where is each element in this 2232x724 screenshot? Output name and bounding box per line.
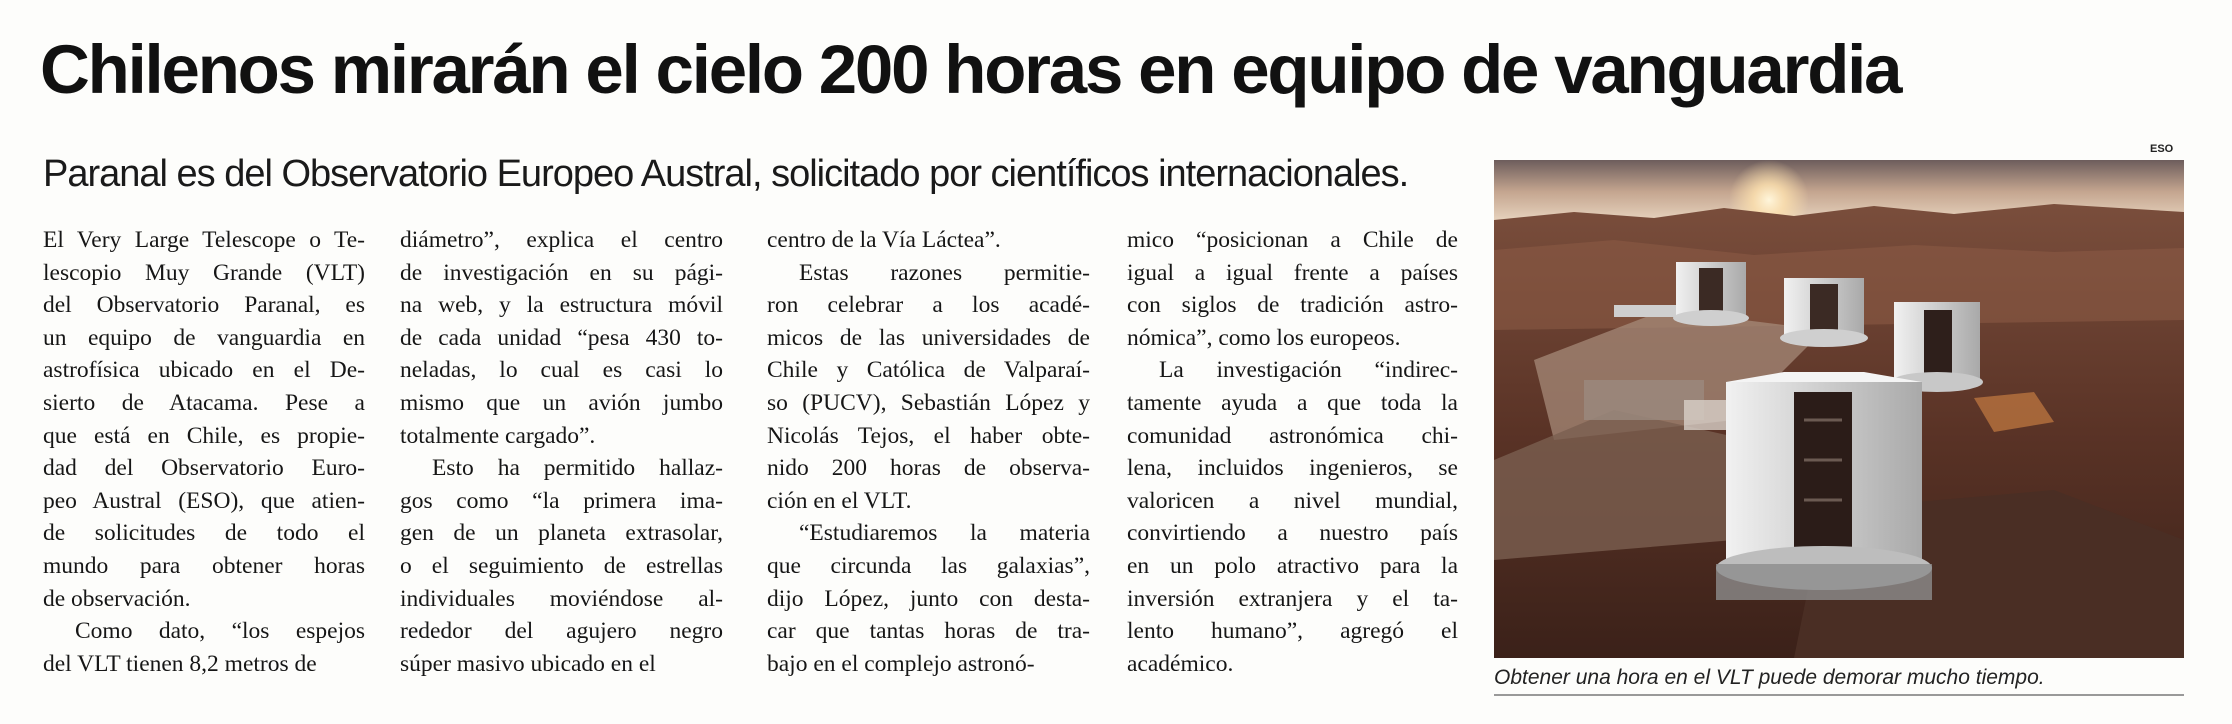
text-line: de solicitudes de todo el (43, 520, 365, 547)
text-line: Como dato, “los espejos (75, 618, 365, 645)
text-line: El Very Large Telescope o Te- (43, 227, 365, 253)
text-line: Nicolás Tejos, el haber obte- (767, 422, 1090, 449)
text-line: lena, incluidos ingenieros, se (1127, 455, 1458, 482)
text-line: valoricen a nivel mundial, (1127, 487, 1458, 514)
text-line: La investigación “indirec- (1159, 357, 1458, 384)
paragraph (43, 224, 365, 615)
text-line: mismo que un avión jumbo (400, 389, 723, 416)
paragraph (767, 517, 1090, 680)
paragraph (400, 224, 723, 452)
text-line: mundo para obtener horas (43, 552, 365, 579)
photo-credit: ESO (2150, 143, 2174, 155)
text-line: so (PUCV), Sebastián López y (767, 389, 1090, 416)
text-line: mico “posicionan a Chile de (1127, 227, 1458, 253)
text-line: rededor del agujero negro (400, 618, 723, 645)
paragraph (1127, 224, 1458, 354)
headline: Chilenos mirarán el cielo 200 horas en equipo de vanguardia (40, 31, 1901, 108)
text-line: tamente ayuda a que toda la (1127, 389, 1458, 416)
article-photo (1494, 160, 2184, 658)
text-column-4 (1127, 224, 1458, 714)
paragraph (43, 615, 365, 680)
text-line: del VLT tienen 8,2 metros de (43, 650, 317, 677)
text-line: nido 200 horas de observa- (767, 455, 1090, 482)
text-line: astrofísica ubicado en el De- (43, 357, 365, 384)
text-line: de investigación en su pági- (400, 259, 723, 286)
text-column-2 (400, 224, 723, 714)
text-line: neladas, lo cual es casi lo (400, 357, 723, 384)
text-line: que circunda las galaxias”, (767, 552, 1090, 579)
text-line: del Observatorio Paranal, es (43, 292, 365, 319)
text-line: micos de las universidades de (767, 324, 1090, 351)
subheadline: Paranal es del Observatorio Europeo Austral, solicitado por científicos internacionales. (43, 153, 1409, 195)
text-line: académico. (1127, 650, 1234, 677)
text-line: na web, y la estructura móvil (400, 292, 723, 319)
text-line: nómica”, como los europeos. (1127, 324, 1401, 351)
text-line: “Estudiaremos la materia (799, 520, 1090, 547)
text-line: bajo en el complejo astronó- (767, 650, 1035, 677)
text-line: peo Austral (ESO), que atien- (43, 487, 365, 514)
text-line: lescopio Muy Grande (VLT) (43, 259, 365, 286)
text-line: diámetro”, explica el centro (400, 227, 723, 253)
text-line: ción en el VLT. (767, 487, 912, 514)
text-line: comunidad astronómica chi- (1127, 422, 1458, 449)
caption-divider (1494, 694, 2184, 696)
text-line: súper masivo ubicado en el (400, 650, 656, 677)
text-line: individuales moviéndose al- (400, 585, 723, 612)
text-line: un equipo de vanguardia en (43, 324, 365, 351)
text-line: sierto de Atacama. Pese a (43, 389, 365, 416)
text-line: dijo López, junto con desta- (767, 585, 1090, 612)
paragraph (767, 224, 1090, 257)
text-line: convirtiendo a nuestro país (1127, 520, 1458, 547)
paragraph (400, 452, 723, 680)
paragraph (767, 257, 1090, 518)
text-line: lento humano”, agregó el (1127, 618, 1458, 645)
text-column-1 (43, 224, 365, 714)
text-line: que está en Chile, es propie- (43, 422, 365, 449)
text-line: totalmente cargado”. (400, 422, 596, 449)
text-line: o el seguimiento de estrellas (400, 552, 723, 579)
text-line: gen de un planeta extrasolar, (400, 520, 723, 547)
text-line: de cada unidad “pesa 430 to- (400, 324, 723, 351)
text-line: en un polo atractivo para la (1127, 552, 1458, 579)
text-line: igual a igual frente a países (1127, 259, 1458, 286)
text-column-3 (767, 224, 1090, 714)
text-line: de observación. (43, 585, 191, 612)
text-line: ron celebrar a los acadé- (767, 292, 1090, 319)
text-line: con siglos de tradición astro- (1127, 292, 1458, 319)
text-line: gos como “la primera ima- (400, 487, 723, 514)
text-line: car que tantas horas de tra- (767, 618, 1090, 645)
paragraph (1127, 354, 1458, 680)
text-line: Esto ha permitido hallaz- (432, 455, 723, 482)
text-line: Estas razones permitie- (799, 259, 1090, 286)
observatory-photo-illustration (1494, 160, 2184, 658)
text-line: Chile y Católica de Valparaí- (767, 357, 1090, 384)
text-line: dad del Observatorio Euro- (43, 455, 365, 482)
photo-caption: Obtener una hora en el VLT puede demorar mucho tiempo. (1494, 666, 2045, 689)
text-line: centro de la Vía Láctea”. (767, 227, 1001, 253)
text-line: inversión extranjera y el ta- (1127, 585, 1458, 612)
